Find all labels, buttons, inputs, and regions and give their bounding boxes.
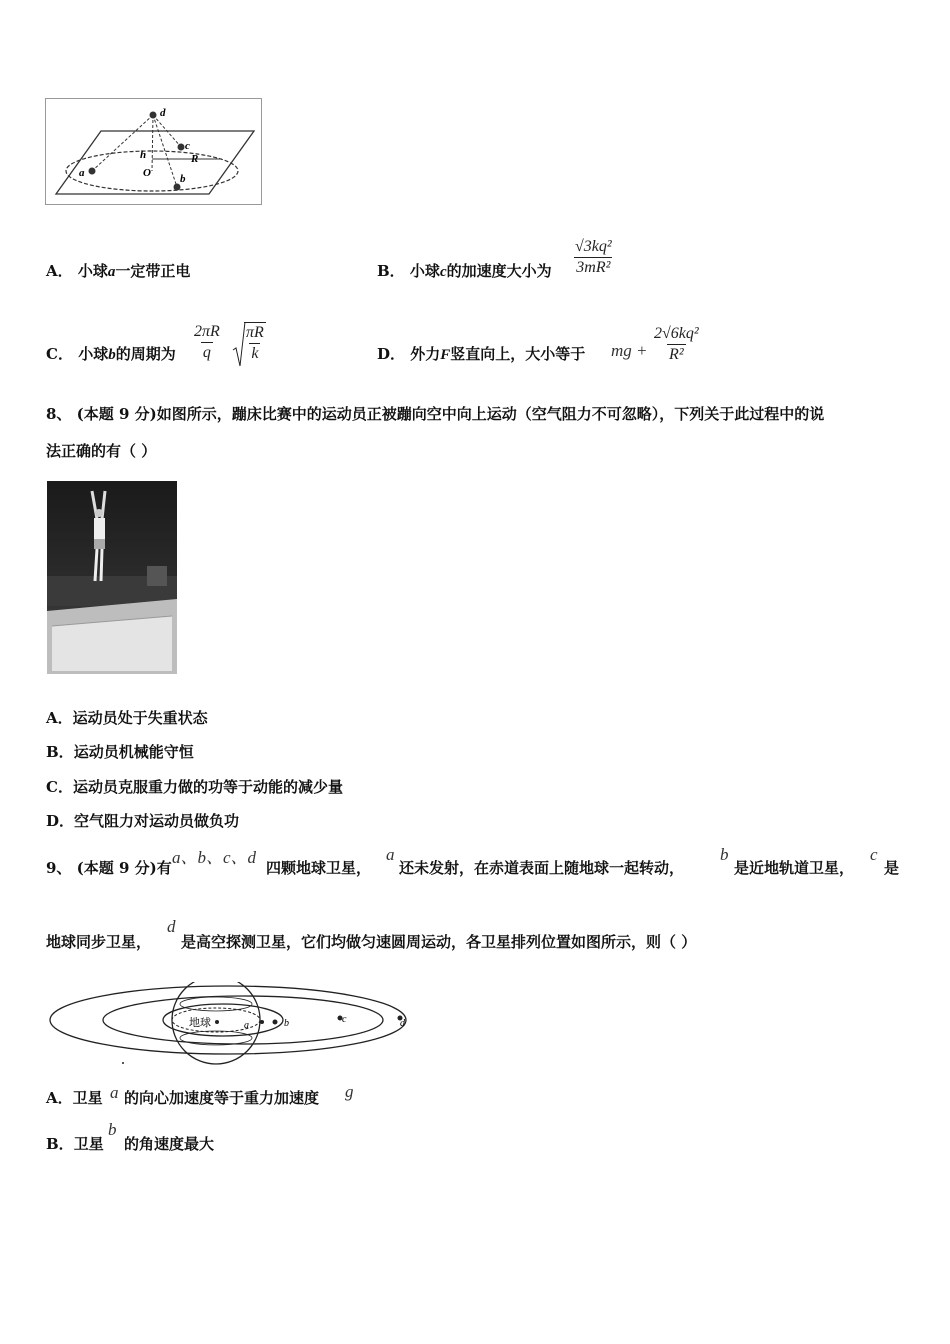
option-text-post: 一定带正电 xyxy=(115,262,191,280)
fraction-numerator: 2πR xyxy=(194,323,220,340)
option-text-pre: 卫星 xyxy=(73,1135,104,1153)
q8-option-d[interactable] xyxy=(46,811,239,831)
option-text-pre: 小球 xyxy=(78,345,109,363)
option-text: 空气阻力对运动员做负功 xyxy=(74,812,240,830)
q9-line2-pre: 地球同步卫星， xyxy=(46,933,152,951)
option-letter: C． xyxy=(46,778,73,796)
q9-b-text-post: 的角速度最大 xyxy=(124,1135,215,1153)
fraction-denominator: R² xyxy=(669,346,684,363)
label-d: d xyxy=(160,107,166,119)
option-letter: B． xyxy=(46,1135,74,1153)
label-a: a xyxy=(79,167,85,179)
q9-a-text-post: 的向心加速度等于重力加速度 xyxy=(124,1089,320,1107)
label-d: d xyxy=(400,1018,405,1029)
label-h: h xyxy=(140,149,147,161)
option-text: 运动员机械能守恒 xyxy=(73,743,194,761)
var-a: a xyxy=(107,264,116,280)
charge-diagram-svg xyxy=(46,99,263,206)
var-b: b xyxy=(108,347,116,363)
fraction-denominator: 3mR² xyxy=(576,259,611,276)
sqrt-denominator: k xyxy=(251,345,259,362)
option-text-post: 的周期为 xyxy=(115,345,176,363)
option-letter: C． xyxy=(46,345,73,363)
q9-var-d: d xyxy=(167,917,176,936)
q9-var-a: a xyxy=(386,845,395,864)
var-F: F xyxy=(440,347,451,363)
orbit-diagram-svg xyxy=(48,982,418,1068)
option-text-pre: 外力 xyxy=(410,345,441,363)
option-text-pre: 卫星 xyxy=(72,1089,103,1107)
q7-option-d[interactable] xyxy=(377,344,585,365)
q8-option-b[interactable] xyxy=(46,742,194,762)
q9-prefix: 9、 (本题 9 分)有 xyxy=(46,859,172,877)
q7-d-mg: mg + xyxy=(611,341,648,360)
q8-stem-line1: 8、 (本题 9 分)如图所示，蹦床比赛中的运动员正被蹦向空中向上运动（空气阻力不可忽略），下列关于此过程中的说 xyxy=(46,405,825,423)
option-text: 运动员克服重力做的功等于动能的减少量 xyxy=(72,778,343,796)
label-c: c xyxy=(185,140,190,152)
var-c: c xyxy=(439,264,447,280)
fraction-numerator: 2√6kq² xyxy=(654,325,699,342)
label-b: b xyxy=(284,1018,289,1029)
q7-option-c[interactable] xyxy=(46,344,176,365)
fraction-denominator: q xyxy=(202,344,211,361)
q9-line2-post: 是高空探测卫星，它们均做匀速圆周运动，各卫星排列位置如图所示，则（ ） xyxy=(181,933,697,951)
option-text-post: 的加速度大小为 xyxy=(446,262,552,280)
option-text: 运动员处于失重状态 xyxy=(72,709,208,727)
trampoline-photo-svg xyxy=(47,481,177,674)
label-c: c xyxy=(342,1014,347,1025)
q9-seg1: 四颗地球卫星， xyxy=(266,859,372,877)
q8-option-a[interactable] xyxy=(46,708,208,728)
q7-b-fraction xyxy=(573,237,614,278)
option-letter: A． xyxy=(46,1089,73,1107)
q9-a-g: g xyxy=(345,1082,354,1101)
q9-seg2: 还未发射，在赤道表面上随地球一起转动， xyxy=(399,859,685,877)
label-b: b xyxy=(180,173,186,185)
option-letter: D． xyxy=(377,345,406,363)
q9-seg3: 是近地轨道卫星， xyxy=(734,859,855,877)
option-text-post: 竖直向上，大小等于 xyxy=(450,345,586,363)
option-letter: A． xyxy=(46,709,73,727)
q9-option-b[interactable] xyxy=(46,1134,104,1154)
q7-option-b[interactable] xyxy=(377,261,552,282)
option-text-pre: 小球 xyxy=(409,262,440,280)
sqrt-numerator: πR xyxy=(246,324,264,341)
q7-c-fraction xyxy=(192,322,222,363)
q8-stem-line2: 法正确的有（ ） xyxy=(46,442,157,460)
q9-a-var: a xyxy=(110,1083,119,1102)
q9-seg4: 是 xyxy=(884,859,900,877)
label-O: O xyxy=(143,167,151,179)
fraction-numerator: √3kq² xyxy=(575,238,612,255)
orbit-figure xyxy=(48,982,418,1068)
q9-var-c: c xyxy=(870,845,878,864)
option-text-pre: 小球 xyxy=(77,262,108,280)
q9-vars-abcd: a、b、c、d xyxy=(172,848,257,867)
q9-option-a[interactable] xyxy=(46,1088,103,1108)
q9-b-var: b xyxy=(108,1120,117,1139)
label-earth: 地球 xyxy=(189,1016,211,1029)
option-letter: B． xyxy=(377,262,405,280)
option-letter: B． xyxy=(46,743,74,761)
q9-var-b: b xyxy=(720,845,729,864)
label-a: a xyxy=(244,1020,249,1031)
label-R: R xyxy=(191,153,199,165)
option-letter: A． xyxy=(46,262,73,280)
option-letter: D． xyxy=(46,812,75,830)
charge-figure xyxy=(45,98,262,205)
trampoline-photo xyxy=(47,481,177,674)
q7-option-a[interactable] xyxy=(46,261,190,282)
q8-option-c[interactable] xyxy=(46,777,343,797)
q7-d-fraction xyxy=(652,324,701,365)
